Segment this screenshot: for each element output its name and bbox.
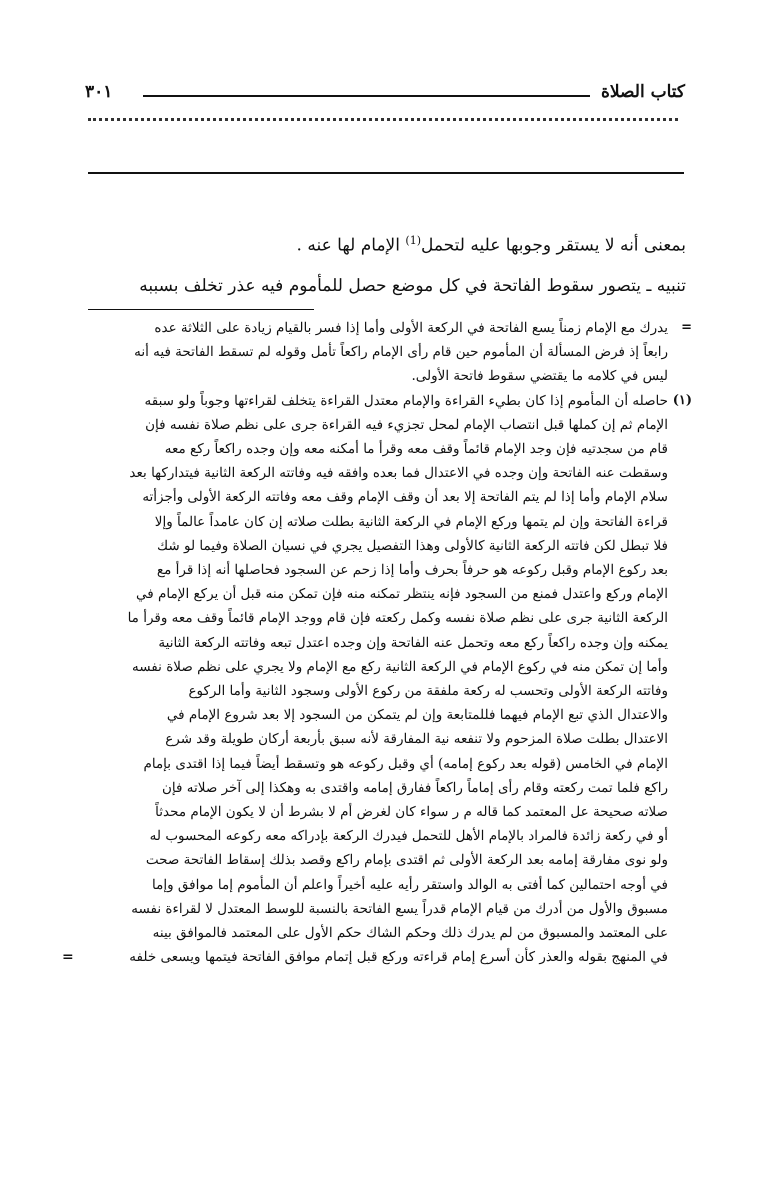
footnote-1 <box>62 389 692 970</box>
footnote-line: قام من سجدتيه فإن وجد الإمام قائماً وقف معه وقرأ ما أمكنه معه وإن وجده راكعاً ركع معه <box>164 441 668 458</box>
footnote-line: في المنهج بقوله والعذر كأن أسرع إمام قراءته وركع قبل إتمام موافق الفاتحة فيتمها ويسعى خلفه <box>129 949 668 966</box>
footnote-line: وفاتته الركعة الأولى وتحسب له ركعة ملفقة من ركوع الأولى وسجود الثانية وأما الركوع <box>188 683 668 700</box>
footnote-line: ليس في كلامه ما يقتضي سقوط فاتحة الأولى. <box>411 368 668 385</box>
footnote-line: مسبوق والأول من أدرك من قيام الإمام قدراً يسع الفاتحة بالنسبة للوسط المعتدل لا لقراءة نفسه <box>131 900 668 917</box>
footnote-line: حاصله أن المأموم إذا كان بطيء القراءة والإمام معتدل القراءة يتخلف لقراءتها وجوباً ولو سبقه <box>144 392 668 409</box>
footnote-line: وسقطت عنه الفاتحة وإن وجده في الاعتدال فما بعده وافقه فيه وفاتته الركعة الثانية فيتداركها بعد <box>129 465 668 482</box>
main-text-segment: الإمام لها عنه . <box>296 235 406 256</box>
footnote-line: الركعة الثانية جرى على نظم صلاة نفسه وكمل ركعته فإن قام ووجد الإمام قائماً وقف معه وقرأ ما <box>127 610 668 627</box>
footnote-line: صلاته صحيحة عل المعتمد كما قاله م ر سواء كان لغرض أم لا بشرط أن لا يكون الإمام محدثاً <box>155 804 668 821</box>
footnote-line: وأما إن تمكن منه في ركوع الإمام في الركعة الثانية ركع مع الإمام ولا يجري على نظم صلاة نفسه <box>132 658 668 675</box>
footnote-line: الاعتدال بطلت صلاة المزحوم ولا تنفعه نية المفارقة لأنه سبق بأربعة أركان طويلة وقد شرع <box>165 731 668 748</box>
footnote-marker: (١) <box>672 392 692 408</box>
footnote-line: أو في ركعة زائدة فالمراد بالإمام الأهل للتحمل فيدرك الركعة بإدراكه معه ركوعه المحسوب له <box>149 828 668 845</box>
footnote-line: على المعتمد والمسبوق من لم يدرك ذلك وحكم الشاك حكم الأول على المعتمد فالموافق بينه <box>152 925 668 942</box>
dotted-separator <box>88 118 678 121</box>
footnote-line: ولو نوى مفارقة إمامه بعد الركعة الأولى ثم اقتدى بإمام راكع وقصد بذلك إسقاط الفاتحة صحت <box>145 852 668 869</box>
continuation-marker: = <box>62 949 74 966</box>
footnote-line: يمكنه وإن وجده راكعاً ركع معه وتحمل عنه الفاتحة وإن وجده اعتدل تبعه وفاتته الركعة الثانية <box>158 634 668 651</box>
footnote-line: الإمام ثم إن كملها قبل انتصاب الإمام لمحل تجزيء فيه القراءة جرى على نظم صلاة نفسه فإن <box>145 416 668 433</box>
main-text-line <box>88 226 686 261</box>
main-text-line: تنبيه ـ يتصور سقوط الفاتحة في كل موضع حصل للمأموم فيه عذر تخلف بسببه <box>139 276 686 296</box>
footnote-line: فلا تبطل لكن فاتته الركعة الثانية كالأولى وهذا التفصيل يجري في نسيان الصلاة وفيما لو شك <box>156 537 668 554</box>
footnote-line: الإمام وركع واعتدل فمنع من السجود فإنه ينتظر تمكنه منه فإن تمكن منه قبل أن يركع الإمام في <box>136 586 668 603</box>
page-number: ٣٠١ <box>85 82 113 102</box>
page-header <box>85 82 685 110</box>
footnote-line: والاعتدال الذي تبع الإمام فيهما فللمتابعة وإن لم يتمكن من السجود إلا بعد شروع الإمام في <box>166 707 668 724</box>
footnote-line: رابعاً إذ فرض المسألة أن المأموم حين قام رأى الإمام راكعاً تأمل وقوله لم تسقط الفاتحة فيه أنه <box>134 344 668 361</box>
footnotes <box>62 316 692 969</box>
header-rule <box>143 95 590 97</box>
footnote-reference[interactable]: (1) <box>405 234 421 247</box>
running-title: كتاب الصلاة <box>600 82 685 102</box>
footnote-line: بعد ركوع الإمام وقبل ركوعه هو حرفاً بحرف وأما إذا زحم عن السجود فحاصلها أنه إذا قرأ مع <box>156 562 668 579</box>
footnote-separator <box>88 309 314 310</box>
footnote-line: راكع فلما تمت ركعته وقام رأى إماماً راكعاً ففارق إمامه واقتدى به وهكذا إلى آخر صلاته فإن <box>162 779 668 796</box>
frame-rule <box>88 172 684 174</box>
footnote-line: في أوجه احتمالين كما أفتى به الوالد واستقر رأيه عليه أخيراً واعلم أن المأموم إما موافق وإما <box>152 876 668 893</box>
footnote-line: سلام الإمام وأما إذا لم يتم الفاتحة إلا بعد أن وقف الإمام وقف معه وفاتته الركعة الأولى وأجزأته <box>142 489 668 506</box>
footnote-line: الإمام في الخامس (قوله بعد ركوع إمامه) أي وقبل ركوعه هو وتسقط أيضاً فيما إذا اقتدى بإمام <box>143 755 668 772</box>
footnote-continuation <box>62 316 692 389</box>
footnote-line: قراءة الفاتحة وإن لم يتمها وركع الإمام في الركعة الثانية بطلت صلاته إن كان عامداً عالماً وإلا <box>154 513 668 530</box>
footnote-marker: = <box>681 320 692 335</box>
main-text-segment: بمعنى أنه لا يستقر وجوبها عليه لتحمل <box>420 235 686 256</box>
footnote-line: يدرك مع الإمام زمناً يسع الفاتحة في الركعة الأولى وأما إذا فسر بالقيام زيادة على الثلاثة عده <box>154 320 668 336</box>
